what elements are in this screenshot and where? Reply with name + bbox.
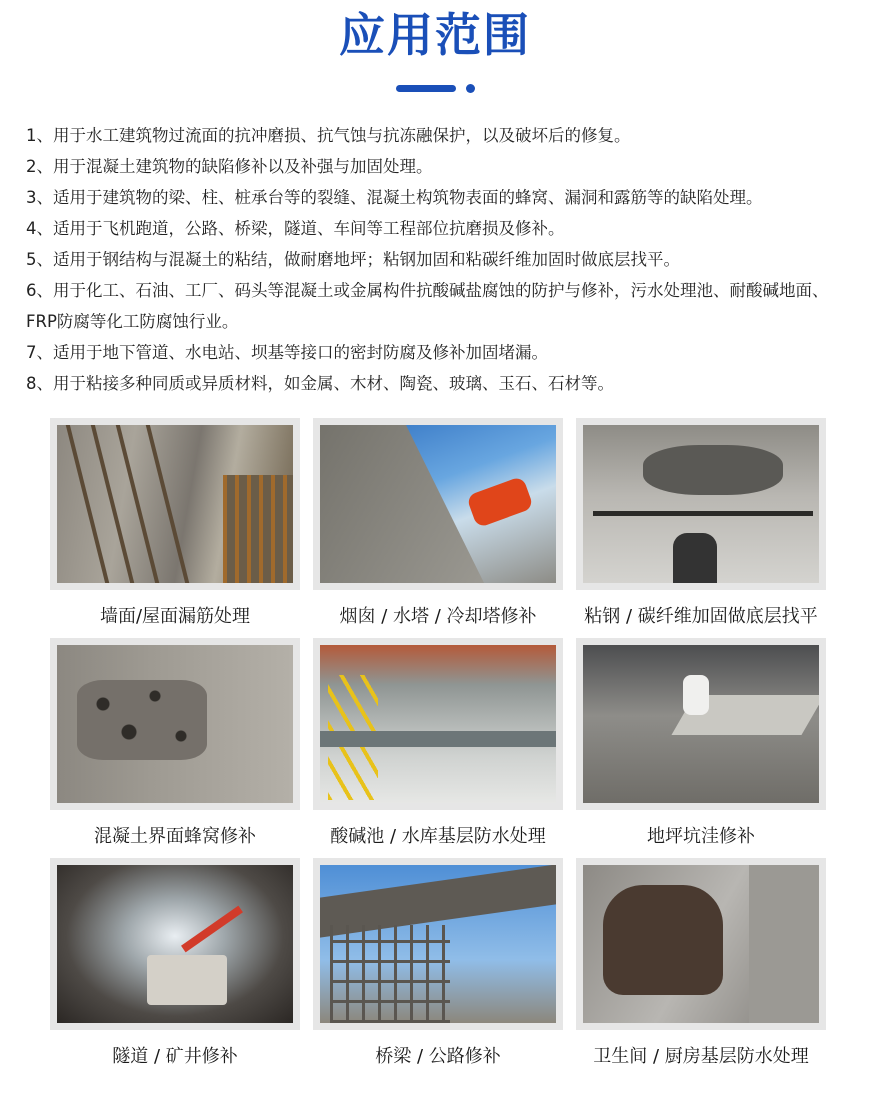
application-list: [26, 120, 846, 399]
gallery-card: [576, 418, 826, 628]
gallery-card: [50, 638, 300, 848]
bridge-repair-photo: [320, 865, 556, 1023]
gallery-card: [50, 858, 300, 1068]
page-title: 应用范围: [339, 8, 531, 62]
honeycomb-column-photo: [57, 645, 293, 803]
bathroom-waterproof-photo: [583, 865, 819, 1023]
floor-repair-photo: [583, 645, 819, 803]
gallery-caption: 粘钢 / 碳纤维加固做底层找平: [584, 606, 818, 627]
gallery-caption: 酸碱池 / 水库基层防水处理: [330, 826, 546, 847]
gallery-caption: 混凝土界面蜂窝修补: [94, 826, 256, 847]
chimney-repair-photo: [320, 425, 556, 583]
list-item: 4、适用于飞机跑道，公路、桥梁，隧道、车间等工程部位抗磨损及修补。: [26, 219, 565, 238]
gallery-card: [313, 858, 563, 1068]
list-item: 8、用于粘接多种同质或异质材料，如金属、木材、陶瓷、玻璃、玉石、石材等。: [26, 374, 614, 393]
wall-rebar-photo: [57, 425, 293, 583]
title-underline: [396, 85, 456, 92]
gallery-card: [576, 858, 826, 1068]
gallery-card: [313, 638, 563, 848]
list-item: 7、适用于地下管道、水电站、坝基等接口的密封防腐及修补加固堵漏。: [26, 343, 548, 362]
list-item: 1、用于水工建筑物过流面的抗冲磨损、抗气蚀与抗冻融保护，以及破坏后的修复。: [26, 126, 631, 145]
ceiling-reinforcement-photo: [583, 425, 819, 583]
gallery-card: [576, 638, 826, 848]
gallery-caption: 卫生间 / 厨房基层防水处理: [593, 1046, 809, 1067]
gallery-caption: 地坪坑洼修补: [647, 826, 755, 847]
list-item: 6、用于化工、石油、工厂、码头等混凝土或金属构件抗酸碱盐腐蚀的防护与修补，污水处理池、耐酸碱地面、FRP防腐等化工防腐蚀行业。: [26, 281, 829, 331]
list-item: 3、适用于建筑物的梁、柱、桩承台等的裂缝、混凝土构筑物表面的蜂窝、漏洞和露筋等的缺陷处理。: [26, 188, 763, 207]
gallery-caption: 墙面/屋面漏筋处理: [99, 606, 251, 627]
gallery-card: [313, 418, 563, 628]
gallery-caption: 烟囱 / 水塔 / 冷却塔修补: [339, 606, 537, 627]
tunnel-repair-photo: [57, 865, 293, 1023]
list-item: 2、用于混凝土建筑物的缺陷修补以及补强与加固处理。: [26, 157, 433, 176]
gallery-caption: 桥梁 / 公路修补: [375, 1046, 501, 1067]
acid-tank-photo: [320, 645, 556, 803]
title-dot: [466, 84, 475, 93]
gallery-card: [50, 418, 300, 628]
gallery-caption: 隧道 / 矿井修补: [112, 1046, 238, 1067]
list-item: 5、适用于钢结构与混凝土的粘结，做耐磨地坪；粘钢加固和粘碳纤维加固时做底层找平。: [26, 250, 680, 269]
